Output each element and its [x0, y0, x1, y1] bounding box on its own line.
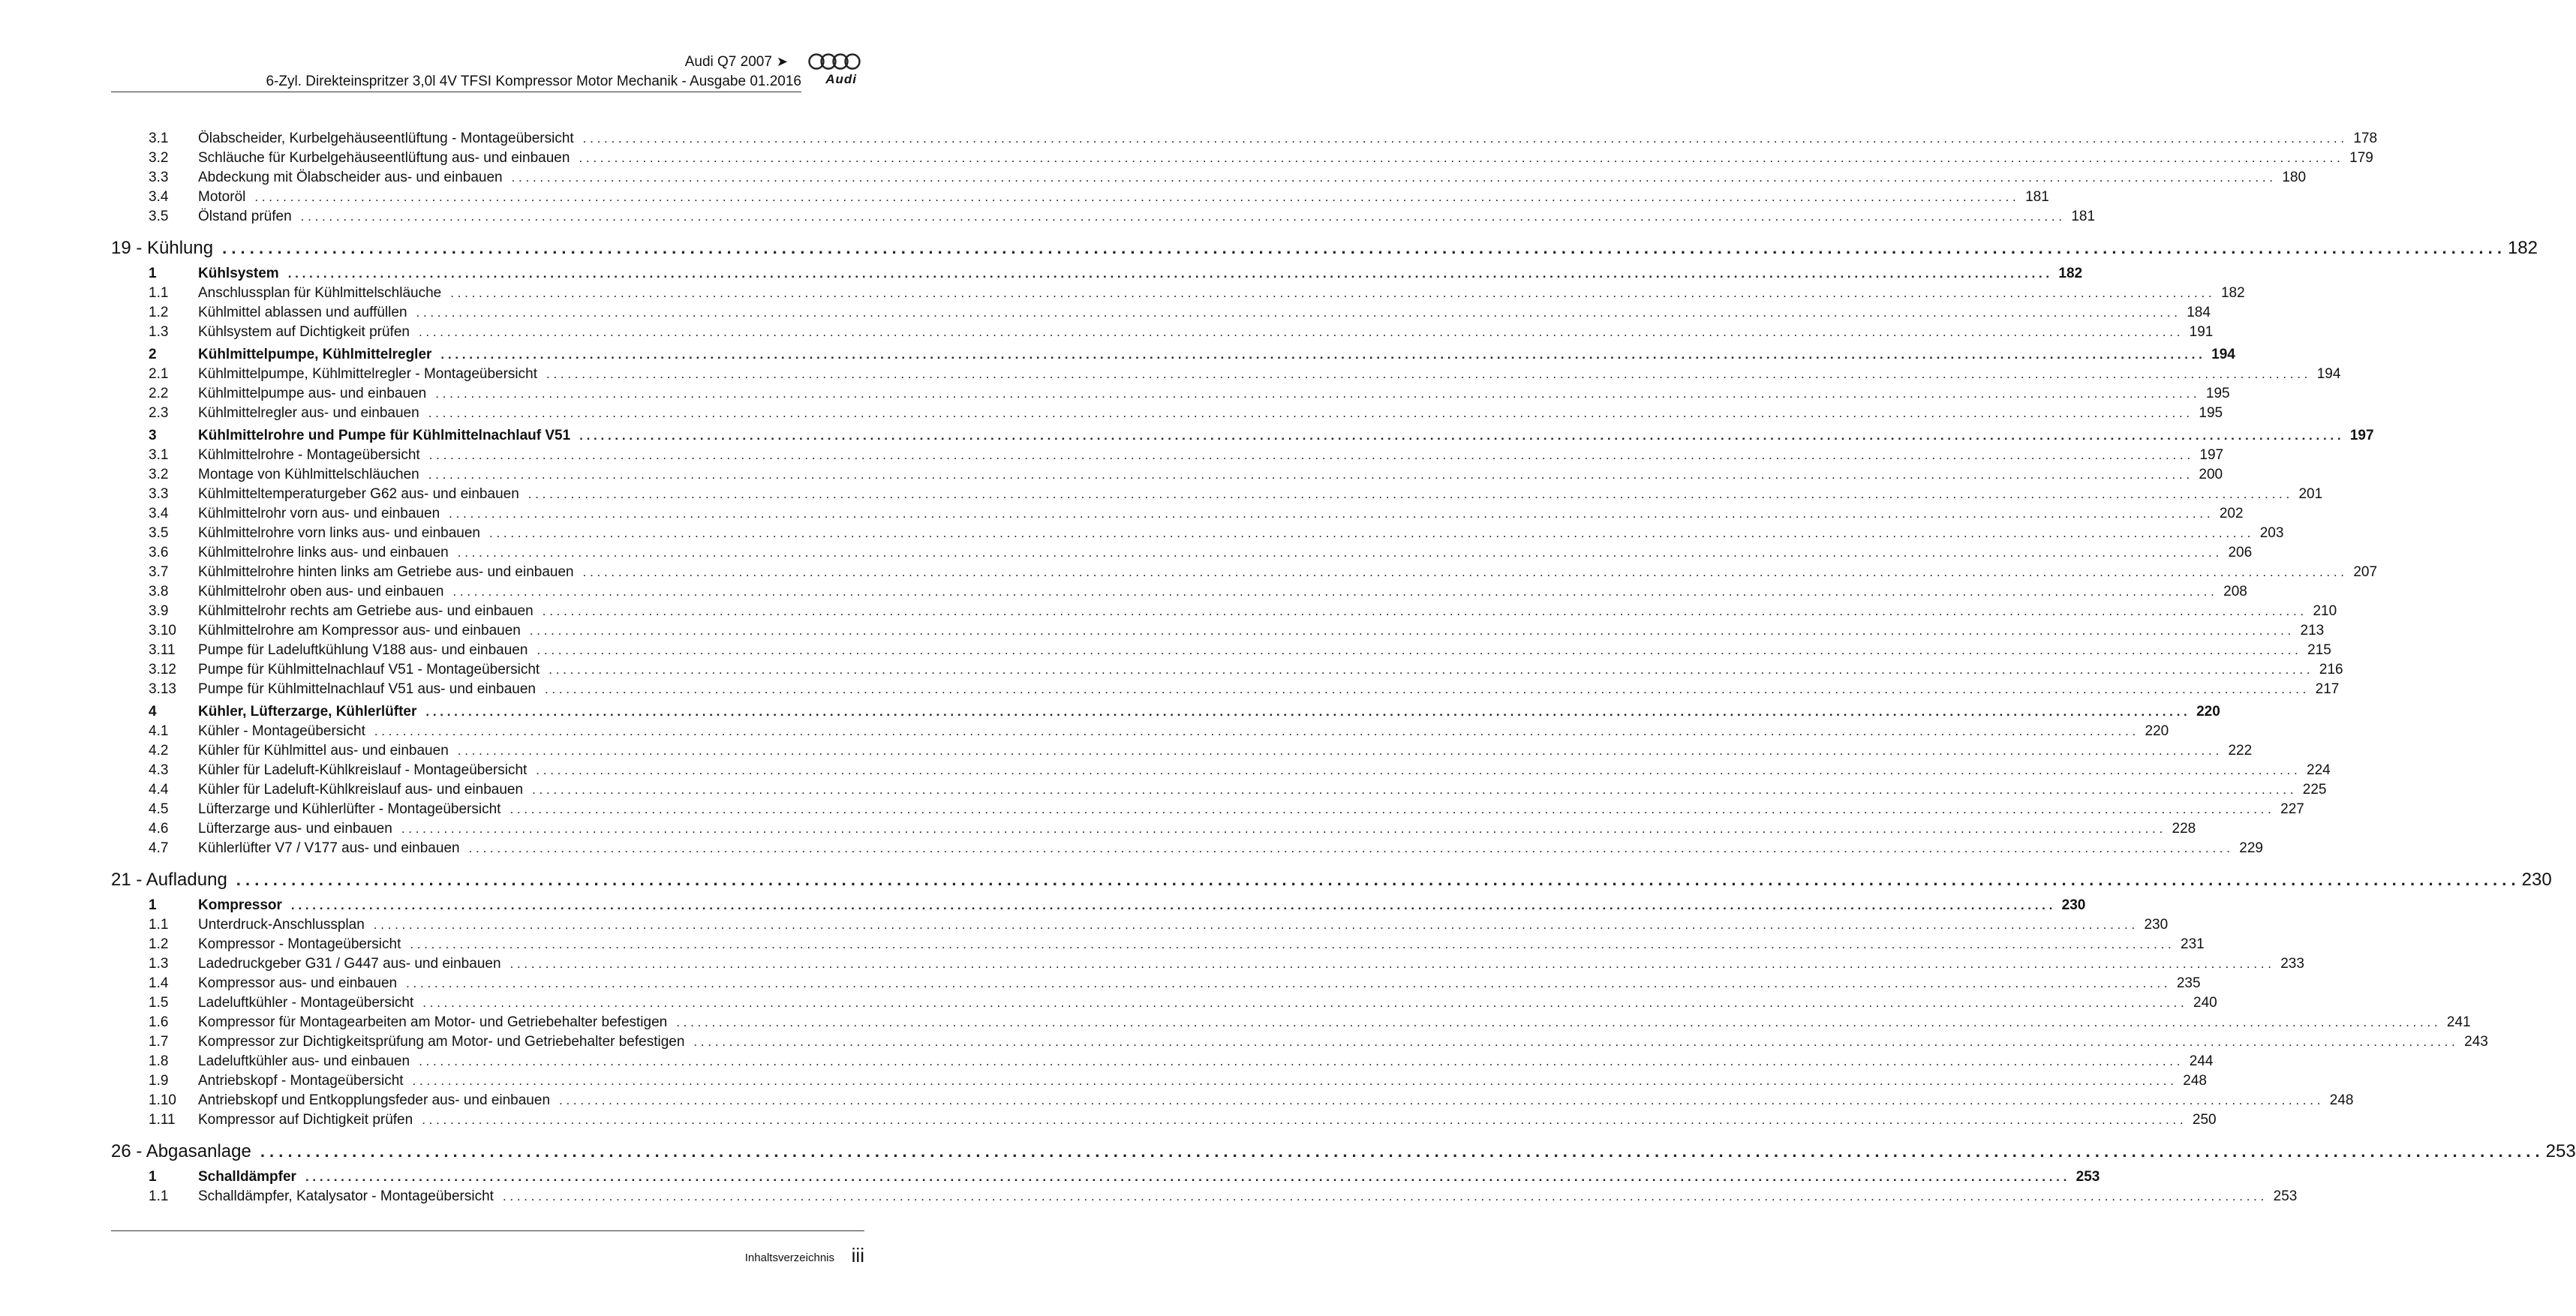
toc-page-number: 217	[2315, 681, 2340, 697]
footer-page-number: iii	[851, 1244, 864, 1266]
toc-item[interactable]	[111, 602, 2337, 621]
toc-section[interactable]	[111, 345, 2235, 365]
toc-item[interactable]	[111, 1110, 2217, 1130]
toc-page-number: 181	[2025, 189, 2049, 205]
toc-number: 3.1	[149, 447, 169, 463]
toc-title: Ölstand prüfen	[198, 209, 292, 224]
dot-leader	[469, 839, 2230, 858]
toc-title: Kühlmittelrohre und Pumpe für Kühlmittelnachlauf V51	[198, 428, 571, 443]
toc-title: Kompressor auf Dichtigkeit prüfen	[198, 1112, 413, 1128]
toc-page-number: 197	[2349, 428, 2374, 443]
dot-leader	[583, 563, 2344, 582]
toc-item[interactable]	[111, 446, 2224, 465]
toc-item[interactable]	[111, 365, 2341, 384]
toc-title: Unterdruck-Anschlussplan	[198, 917, 365, 933]
dot-leader	[503, 1187, 2264, 1206]
toc-title: Pumpe für Ladeluftkühlung V188 aus- und einbauen	[198, 642, 528, 658]
dot-leader	[545, 680, 2306, 699]
toc-title: Lüfterzarge und Kühlerlüfter - Montageübersicht	[198, 801, 501, 817]
toc-title: Kompressor zur Dichtigkeitsprüfung am Motor- und Getriebehalter befestigen	[198, 1034, 685, 1050]
toc-title: Kühler - Montageübersicht	[198, 723, 365, 739]
toc-section[interactable]	[111, 1167, 2100, 1187]
toc-item[interactable]	[111, 384, 2230, 404]
toc-page-number: 216	[2319, 662, 2343, 678]
dot-leader	[537, 641, 2298, 660]
dot-leader	[583, 129, 2344, 149]
toc-title: 26 - Abgasanlage	[111, 1141, 251, 1161]
toc-section[interactable]	[111, 896, 2086, 915]
toc-page-number: 182	[2220, 285, 2245, 301]
toc-number: 4.4	[149, 782, 169, 798]
dot-leader	[416, 303, 2178, 323]
toc-title: Kühlmittelrohr vorn aus- und einbauen	[198, 506, 440, 521]
dot-leader	[305, 1167, 2067, 1187]
toc-number: 1.1	[149, 917, 169, 933]
toc-chapter[interactable]	[111, 236, 2538, 261]
toc-title: Anschlussplan für Kühlmittelschläuche	[198, 285, 442, 301]
toc-title: Abdeckung mit Ölabscheider aus- und einbauen	[198, 170, 503, 185]
toc-section[interactable]	[111, 264, 2083, 284]
dot-leader	[435, 384, 2196, 404]
toc-item[interactable]	[111, 1091, 2354, 1110]
toc-number: 3.4	[149, 506, 169, 521]
dot-leader	[530, 621, 2291, 641]
toc-number: 3.1	[149, 131, 169, 146]
toc-item[interactable]	[111, 149, 2373, 168]
toc-number: 3.4	[149, 189, 169, 205]
toc-item[interactable]	[111, 621, 2325, 641]
toc-page-number: 253	[2273, 1188, 2298, 1204]
toc-page-number: 225	[2302, 782, 2327, 798]
toc-item[interactable]	[111, 954, 2304, 974]
toc-number: 4.2	[149, 743, 169, 759]
dot-leader	[425, 702, 2187, 722]
toc-item[interactable]	[111, 915, 2169, 935]
toc-page-number: 210	[2313, 603, 2337, 619]
toc-item[interactable]	[111, 935, 2205, 954]
table-of-contents	[111, 129, 2576, 1206]
toc-page-number: 231	[2181, 936, 2205, 952]
toc-title: Kühlmittelrohre links aus- und einbauen	[198, 545, 449, 560]
toc-item[interactable]	[111, 680, 2340, 699]
toc-item[interactable]	[111, 722, 2169, 741]
toc-page-number: 194	[2316, 366, 2341, 382]
toc-title: Kühlmitteltemperaturgeber G62 aus- und einbauen	[198, 486, 519, 502]
toc-title: Antriebskopf - Montageübersicht	[198, 1073, 404, 1089]
toc-number: 3.5	[149, 209, 169, 224]
dot-leader	[291, 896, 2052, 915]
toc-number: 4.7	[149, 840, 169, 856]
toc-chapter[interactable]	[111, 867, 2552, 893]
toc-page-number: 201	[2298, 486, 2323, 502]
toc-item[interactable]	[111, 641, 2331, 660]
footer-divider	[111, 1230, 864, 1231]
toc-item[interactable]	[111, 323, 2214, 342]
toc-page-number: 227	[2280, 801, 2304, 817]
header-subtitle: 6-Zyl. Direkteinspritzer 3,0l 4V TFSI Kompressor Motor Mechanik - Ausgabe 01.2016	[266, 74, 801, 89]
toc-number: 1.1	[149, 1188, 169, 1204]
toc-title: Schläuche für Kurbelgehäuseentlüftung aus- und einbauen	[198, 150, 570, 166]
toc-item[interactable]	[111, 1052, 2214, 1071]
footer-label: Inhaltsverzeichnis	[744, 1251, 834, 1264]
toc-number: 1	[149, 897, 157, 913]
toc-number: 1.9	[149, 1073, 169, 1089]
toc-page-number: 230	[2061, 897, 2086, 913]
toc-item[interactable]	[111, 303, 2211, 323]
toc-title: Kühler, Lüfterzarge, Kühlerlüfter	[198, 704, 417, 720]
toc-number: 3	[149, 428, 157, 443]
page-header	[111, 50, 864, 93]
toc-number: 1.10	[149, 1092, 176, 1108]
toc-page-number: 235	[2176, 975, 2201, 991]
toc-title: Kühlmittelpumpe aus- und einbauen	[198, 386, 427, 401]
toc-page-number: 230	[2144, 917, 2169, 933]
toc-section[interactable]	[111, 426, 2374, 446]
toc-number: 3.13	[149, 681, 176, 697]
toc-item[interactable]	[111, 207, 2096, 227]
dot-leader	[458, 741, 2219, 761]
toc-title: Motoröl	[198, 189, 246, 205]
dot-leader	[559, 1091, 2320, 1110]
toc-item[interactable]	[111, 741, 2253, 761]
toc-title: 19 - Kühlung	[111, 238, 214, 258]
toc-title: Kühlmittelrohre am Kompressor aus- und einbauen	[198, 623, 521, 638]
dot-leader	[406, 974, 2167, 993]
toc-item[interactable]	[111, 1032, 2488, 1052]
toc-page-number: 181	[2071, 209, 2096, 224]
toc-page-number: 179	[2349, 150, 2373, 166]
toc-page-number: 202	[2219, 506, 2244, 521]
toc-page-number: 178	[2353, 131, 2378, 146]
toc-number: 2.1	[149, 366, 169, 382]
toc-item[interactable]	[111, 1187, 2298, 1206]
dot-leader	[536, 761, 2297, 780]
toc-page-number: 191	[2189, 324, 2214, 340]
dot-leader	[422, 1110, 2183, 1130]
toc-page-number: 220	[2196, 704, 2220, 720]
toc-number: 4.1	[149, 723, 169, 739]
dot-leader	[543, 602, 2304, 621]
toc-page-number: 222	[2228, 743, 2253, 759]
toc-number: 1.7	[149, 1034, 169, 1050]
dot-leader	[413, 1071, 2174, 1091]
toc-number: 1	[149, 1169, 157, 1185]
toc-page-number: 180	[2282, 170, 2307, 185]
dot-leader	[512, 168, 2273, 188]
toc-number: 4.5	[149, 801, 169, 817]
toc-item[interactable]	[111, 993, 2217, 1013]
toc-number: 3.12	[149, 662, 176, 678]
toc-item[interactable]	[111, 1071, 2207, 1091]
toc-title: Kühlmittelrohr oben aus- und einbauen	[198, 584, 444, 599]
toc-number: 3.3	[149, 170, 169, 185]
toc-page-number: 248	[2183, 1073, 2207, 1089]
toc-item[interactable]	[111, 188, 2049, 207]
toc-number: 2.3	[149, 405, 169, 421]
toc-page-number: 233	[2280, 956, 2304, 972]
toc-item[interactable]	[111, 485, 2323, 504]
toc-title: Kühler für Ladeluft-Kühlkreislauf aus- und einbauen	[198, 782, 524, 798]
toc-number: 1.11	[149, 1112, 176, 1128]
dot-leader	[428, 404, 2190, 423]
header-model-text: Audi Q7 2007	[684, 54, 772, 70]
dot-leader	[579, 149, 2340, 168]
toc-number: 1.6	[149, 1014, 169, 1030]
toc-item[interactable]	[111, 761, 2331, 780]
toc-page-number: 224	[2307, 762, 2331, 778]
dot-leader	[449, 504, 2210, 524]
audi-wordmark: Audi	[825, 72, 857, 86]
toc-title: Kühlsystem auf Dichtigkeit prüfen	[198, 324, 410, 340]
toc-title: Kühlmittelrohre - Montageübersicht	[198, 447, 420, 463]
toc-title: Ladedruckgeber G31 / G447 aus- und einbauen	[198, 956, 501, 972]
toc-title: Kühlmittelrohr rechts am Getriebe aus- und einbauen	[198, 603, 534, 619]
toc-page-number: 208	[2223, 584, 2247, 599]
toc-page-number: 203	[2259, 525, 2284, 541]
toc-number: 1.8	[149, 1053, 169, 1069]
toc-title: Ölabscheider, Kurbelgehäuseentlüftung - Montageübersicht	[198, 131, 574, 146]
toc-number: 2.2	[149, 386, 169, 401]
toc-title: Ladeluftkühler - Montageübersicht	[198, 995, 414, 1011]
dot-leader	[440, 345, 2202, 365]
toc-chapter[interactable]	[111, 1139, 2576, 1164]
toc-page-number: 215	[2307, 642, 2331, 658]
toc-item[interactable]	[111, 168, 2307, 188]
toc-title: Pumpe für Kühlmittelnachlauf V51 aus- und einbauen	[198, 681, 536, 697]
toc-number: 4.3	[149, 762, 169, 778]
toc-number: 1.1	[149, 285, 169, 301]
toc-title: Kompressor	[198, 897, 282, 913]
toc-page-number: 206	[2228, 545, 2253, 560]
dot-leader	[579, 426, 2340, 446]
toc-item[interactable]	[111, 974, 2201, 993]
toc-title: Kühlmittelpumpe, Kühlmittelregler - Montageübersicht	[198, 366, 537, 382]
toc-page-number: 253	[2076, 1169, 2100, 1185]
toc-number: 1.5	[149, 995, 169, 1011]
toc-section[interactable]	[111, 702, 2220, 722]
toc-number: 3.6	[149, 545, 169, 560]
dot-leader	[528, 485, 2289, 504]
dot-leader	[236, 867, 2516, 893]
toc-number: 3.2	[149, 150, 169, 166]
toc-item[interactable]	[111, 660, 2343, 680]
toc-number: 1.2	[149, 936, 169, 952]
dot-leader	[532, 780, 2293, 800]
dot-leader	[422, 993, 2184, 1013]
toc-number: 2	[149, 347, 157, 362]
toc-title: Pumpe für Kühlmittelnachlauf V51 - Montageübersicht	[198, 662, 540, 678]
toc-title: Montage von Kühlmittelschläuchen	[198, 467, 419, 482]
toc-number: 3.2	[149, 467, 169, 482]
toc-page-number: 213	[2300, 623, 2325, 638]
toc-title: Kühlmittelrohre vorn links aus- und einbauen	[198, 525, 480, 541]
toc-item[interactable]	[111, 284, 2245, 303]
toc-page-number: 182	[2058, 266, 2083, 281]
toc-title: Kühler für Kühlmittel aus- und einbauen	[198, 743, 449, 759]
toc-number: 3.9	[149, 603, 169, 619]
toc-title: Kompressor aus- und einbauen	[198, 975, 398, 991]
toc-page-number: 197	[2199, 447, 2224, 463]
toc-title: Kühlmittelregler aus- und einbauen	[198, 405, 419, 421]
dot-leader	[452, 582, 2214, 602]
toc-number: 1.2	[149, 305, 169, 320]
toc-number: 3.5	[149, 525, 169, 541]
dot-leader	[549, 660, 2310, 680]
toc-title: Kühlerlüfter V7 / V177 aus- und einbauen	[198, 840, 460, 856]
toc-page-number: 253	[2545, 1141, 2576, 1161]
toc-title: Lüfterzarge aus- und einbauen	[198, 821, 392, 837]
toc-page-number: 243	[2464, 1034, 2488, 1050]
dot-leader	[374, 722, 2136, 741]
dot-leader	[301, 207, 2062, 227]
dot-leader	[410, 935, 2171, 954]
toc-title: Ladeluftkühler aus- und einbauen	[198, 1053, 410, 1069]
arrow-right-icon: ➤	[776, 54, 788, 69]
toc-page-number: 228	[2172, 821, 2196, 837]
toc-page-number: 244	[2189, 1053, 2214, 1069]
toc-item[interactable]	[111, 582, 2247, 602]
toc-number: 4	[149, 704, 157, 720]
toc-title: Kühlmittelrohre hinten links am Getriebe aus- und einbauen	[198, 564, 574, 580]
dot-leader	[419, 323, 2180, 342]
toc-item[interactable]	[111, 404, 2223, 423]
dot-leader	[419, 1052, 2180, 1071]
dot-leader	[458, 543, 2219, 563]
toc-number: 1.3	[149, 956, 169, 972]
toc-title: Kühlsystem	[198, 266, 279, 281]
toc-title: Antriebskopf und Entkopplungsfeder aus- und einbauen	[198, 1092, 551, 1108]
dot-leader	[676, 1013, 2437, 1032]
toc-page-number: 195	[2199, 405, 2223, 421]
toc-page-number: 229	[2239, 840, 2263, 856]
toc-number: 3.7	[149, 564, 169, 580]
toc-title: Kompressor für Montagearbeiten am Motor- und Getriebehalter befestigen	[198, 1014, 668, 1030]
toc-item[interactable]	[111, 129, 2378, 149]
toc-page-number: 184	[2187, 305, 2211, 320]
toc-page-number: 182	[2507, 238, 2538, 258]
dot-leader	[428, 465, 2190, 485]
toc-page-number: 200	[2199, 467, 2223, 482]
toc-item[interactable]	[111, 504, 2244, 524]
toc-title: 21 - Aufladung	[111, 870, 227, 890]
toc-number: 3.3	[149, 486, 169, 502]
dot-leader	[489, 524, 2250, 543]
toc-number: 1.4	[149, 975, 169, 991]
dot-leader	[401, 819, 2163, 839]
toc-title: Kühler für Ladeluft-Kühlkreislauf - Montageübersicht	[198, 762, 528, 778]
toc-page-number: 220	[2145, 723, 2169, 739]
toc-item[interactable]	[111, 839, 2263, 858]
toc-page-number: 194	[2211, 347, 2235, 362]
header-model	[685, 54, 788, 71]
toc-page-number: 250	[2192, 1112, 2217, 1128]
dot-leader	[254, 188, 2015, 207]
toc-page-number: 240	[2193, 995, 2217, 1011]
toc-title: Schalldämpfer	[198, 1169, 296, 1185]
toc-item[interactable]	[111, 780, 2327, 800]
dot-leader	[374, 915, 2135, 935]
toc-item[interactable]	[111, 1013, 2471, 1032]
dot-leader	[509, 800, 2271, 819]
toc-number: 4.6	[149, 821, 169, 837]
toc-title: Schalldämpfer, Katalysator - Montageübersicht	[198, 1188, 494, 1204]
toc-item[interactable]	[111, 819, 2196, 839]
dot-leader	[288, 264, 2049, 284]
toc-page-number: 195	[2205, 386, 2230, 401]
toc-item[interactable]	[111, 543, 2253, 563]
toc-page-number: 230	[2521, 870, 2552, 890]
dot-leader	[693, 1032, 2454, 1052]
toc-number: 1.3	[149, 324, 169, 340]
dot-leader	[546, 365, 2307, 384]
dot-leader	[222, 236, 2502, 261]
toc-number: 1	[149, 266, 157, 281]
toc-number: 3.11	[149, 642, 176, 658]
toc-number: 3.8	[149, 584, 169, 599]
toc-page-number: 248	[2329, 1092, 2354, 1108]
toc-title: Kühlmittel ablassen und auffüllen	[198, 305, 407, 320]
toc-title: Kühlmittelpumpe, Kühlmittelregler	[198, 347, 432, 362]
toc-item[interactable]	[111, 465, 2223, 485]
toc-item[interactable]	[111, 524, 2284, 543]
toc-item[interactable]	[111, 563, 2378, 582]
dot-leader	[510, 954, 2271, 974]
dot-leader	[260, 1139, 2540, 1164]
dot-leader	[450, 284, 2211, 303]
dot-leader	[429, 446, 2190, 465]
toc-page-number: 241	[2446, 1014, 2471, 1030]
toc-page-number: 207	[2353, 564, 2378, 580]
toc-number: 3.10	[149, 623, 176, 638]
toc-item[interactable]	[111, 800, 2304, 819]
toc-title: Kompressor - Montageübersicht	[198, 936, 401, 952]
